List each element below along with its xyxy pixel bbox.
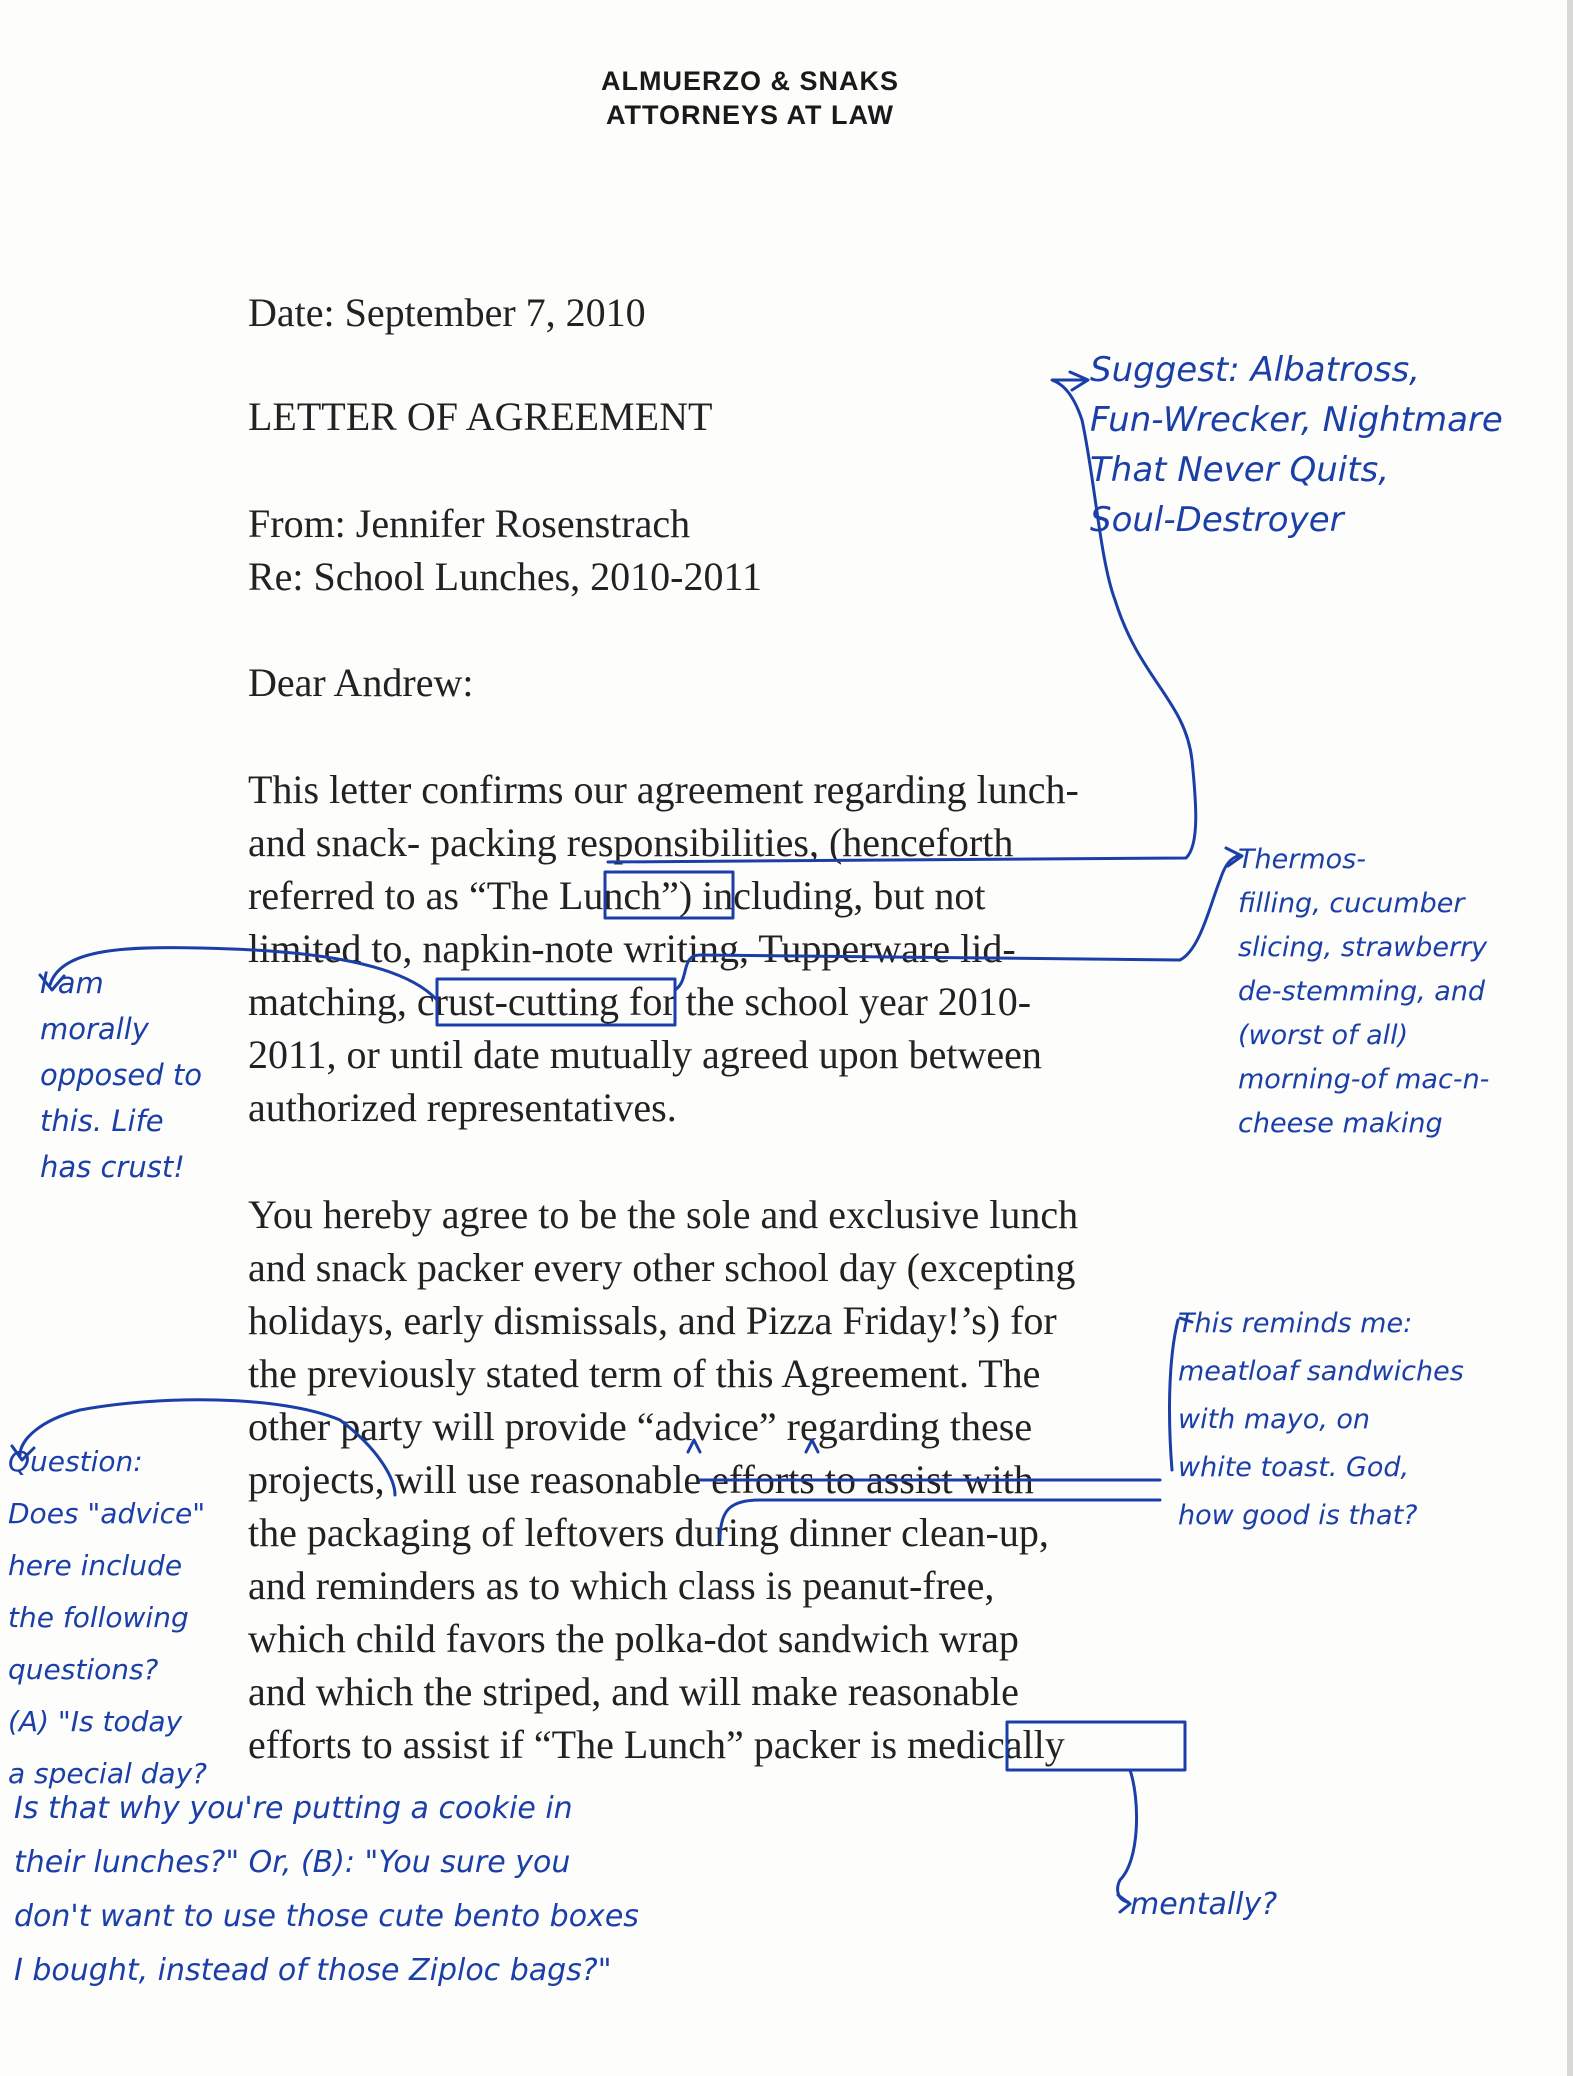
paragraph-line: and snack packer every other school day (excepting [248,1245,1076,1290]
letterhead [480,64,1020,132]
paragraph-line: which child favors the polka-dot sandwich wrap [248,1616,1019,1661]
paragraph-2 [248,1188,1078,1771]
from-line: From: Jennifer Rosenstrach [248,501,691,546]
paragraph-line: and reminders as to which class is peanut-free, [248,1563,995,1608]
paragraph-line: the packaging of leftovers during dinner clean-up, [248,1510,1049,1555]
paragraph-1 [248,763,1079,1134]
paragraph-line: holidays, early dismissals, and Pizza Friday!’s) for [248,1298,1057,1343]
letter-title: LETTER OF AGREEMENT [248,394,713,439]
paragraph-line: You hereby agree to be the sole and exclusive lunch [248,1192,1079,1237]
salutation: Dear Andrew: [248,660,474,705]
paragraph-line: projects, will use reasonable efforts to assist with [248,1457,1034,1502]
paragraph-line: efforts to assist if “The Lunch” packer is medically [248,1722,1065,1767]
annotation-thermos: Thermos- filling, cucumber slicing, strawberry de-stemming, and (worst of all) morning-of mac-n- cheese making [1238,844,1490,1139]
firm-subtitle: ATTORNEYS AT LAW [606,100,894,130]
annotation-reminds: This reminds me: meatloaf sandwiches with mayo, on white toast. God, how good is that? [1178,1308,1464,1531]
paragraph-line: This letter confirms our agreement regarding lunch- [248,767,1079,812]
paragraph-line: the previously stated term of this Agreement. The [248,1351,1041,1396]
paragraph-line: matching, crust-cutting for the school year 2010- [248,979,1032,1024]
annotation-question: Question: Does "advice" here include the following questions? (A) "Is today a special day? [8,1445,208,1790]
paragraph-line: other party will provide “advice” regarding these [248,1404,1033,1449]
paragraph-line: and which the striped, and will make reasonable [248,1669,1019,1714]
annotation-suggest: Suggest: Albatross, Fun-Wrecker, Nightmare That Never Quits, Soul-Destroyer [1090,350,1503,540]
annotation-moral: I am morally opposed to this. Life has crust! [40,966,202,1184]
firm-name: ALMUERZO & SNAKS [601,66,899,96]
paragraph-line: limited to, napkin-note writing, Tupperware lid- [248,926,1016,971]
arrow-mentally [1118,1895,1130,1912]
arrow-suggest [1070,372,1088,390]
line-reminds [1170,1320,1178,1470]
paragraph-line: 2011, or until date mutually agreed upon between [248,1032,1042,1077]
paragraph-line: referred to as “The Lunch”) including, but not [248,873,986,918]
annotation-question-continued: Is that why you're putting a cookie in their lunches?" Or, (B): "You sure you don't want to use those cute bento boxes I bought, instead of those Ziploc bags?" [14,1791,639,1988]
paragraph-line: and snack- packing responsibilities, (henceforth [248,820,1014,865]
date-line: Date: September 7, 2010 [248,290,646,335]
re-line: Re: School Lunches, 2010-2011 [248,554,763,599]
paragraph-line: authorized representatives. [248,1085,677,1130]
annotation-mentally: mentally? [1130,1887,1278,1922]
